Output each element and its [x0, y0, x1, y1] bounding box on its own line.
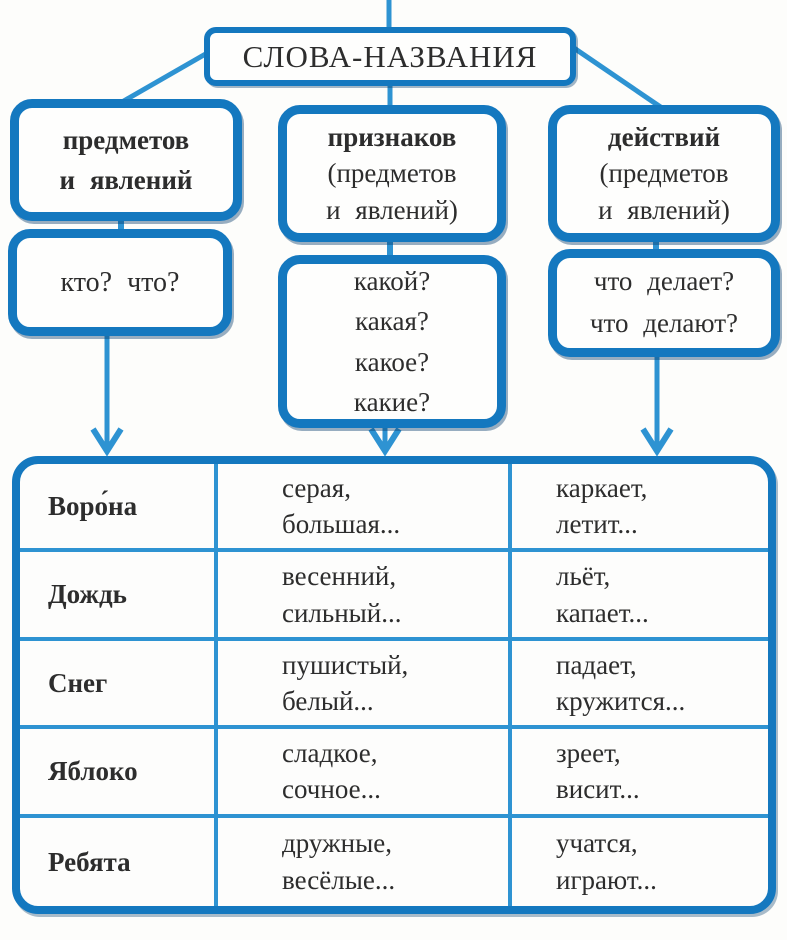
table-cell-actions [512, 464, 768, 552]
table-cell-noun [20, 729, 218, 817]
category-label-line: и явлений) [326, 194, 458, 225]
attribute-word: серая, [282, 472, 351, 503]
noun-word: Снег [48, 667, 108, 698]
question-line: что делают? [589, 308, 739, 338]
examples-table [12, 456, 776, 914]
table-cell-attributes [218, 641, 512, 729]
category-label-line: и явлений) [598, 194, 730, 225]
question-line: какой? [353, 265, 431, 296]
noun-word: Дождь [48, 579, 127, 610]
category-label-line: предметов [62, 124, 190, 155]
table-cell-actions [512, 552, 768, 640]
table-cell-attributes [218, 464, 512, 552]
question-box-objects [8, 229, 232, 336]
table-cell-noun [20, 464, 218, 552]
action-word: играют... [556, 864, 657, 895]
question-line: какая? [355, 306, 429, 336]
attribute-word: сочное... [282, 774, 381, 805]
action-word: льёт, [556, 561, 611, 592]
attribute-word: белый... [282, 685, 374, 716]
table-cell-noun [20, 552, 218, 640]
action-word: падает, [556, 649, 637, 680]
action-word: висит... [556, 774, 640, 805]
attribute-word: весёлые... [282, 864, 396, 895]
table-cell-attributes [218, 729, 512, 817]
category-label-line: действий [607, 122, 721, 153]
table-cell-noun [20, 641, 218, 729]
category-box-objects [10, 99, 242, 221]
attribute-word: дружные, [282, 828, 393, 859]
table-cell-actions [512, 818, 768, 906]
question-line: что делает? [593, 266, 735, 297]
question-line: кто? что? [60, 266, 180, 298]
action-word: летит... [556, 509, 638, 540]
category-label-line: (предметов [599, 158, 729, 189]
question-box-actions [548, 249, 780, 357]
attribute-word: сильный... [282, 597, 402, 628]
connector-title-to-actions [571, 46, 662, 108]
action-word: каркает, [556, 472, 648, 503]
category-box-attributes [278, 105, 506, 242]
attribute-word: сладкое, [282, 737, 378, 768]
question-box-attributes [278, 255, 506, 428]
noun-word: Воро́на [48, 490, 138, 521]
attribute-word: весенний, [282, 561, 397, 592]
category-label-line: и явлений [59, 165, 193, 195]
table-cell-actions [512, 729, 768, 817]
title-box [204, 27, 576, 86]
table-cell-noun [20, 818, 218, 906]
table-cell-attributes [218, 818, 512, 906]
action-word: капает... [556, 597, 649, 628]
attribute-word: пушистый, [282, 649, 409, 680]
action-word: учатся, [556, 828, 638, 859]
action-word: кружится... [556, 685, 686, 716]
diagram-title: СЛОВА-НАЗВАНИЯ [242, 38, 538, 74]
question-line: какие? [353, 387, 431, 417]
category-label-line: признаков [327, 122, 457, 153]
connector-title-to-objects [122, 52, 209, 102]
action-word: зреет, [556, 737, 621, 768]
noun-word: Ребята [48, 846, 131, 877]
category-box-actions [548, 105, 780, 242]
category-label-line: (предметов [327, 158, 457, 189]
question-line: какое? [354, 346, 430, 377]
table-cell-attributes [218, 552, 512, 640]
noun-word: Яблоко [48, 756, 138, 787]
attribute-word: большая... [282, 509, 401, 540]
table-cell-actions [512, 641, 768, 729]
